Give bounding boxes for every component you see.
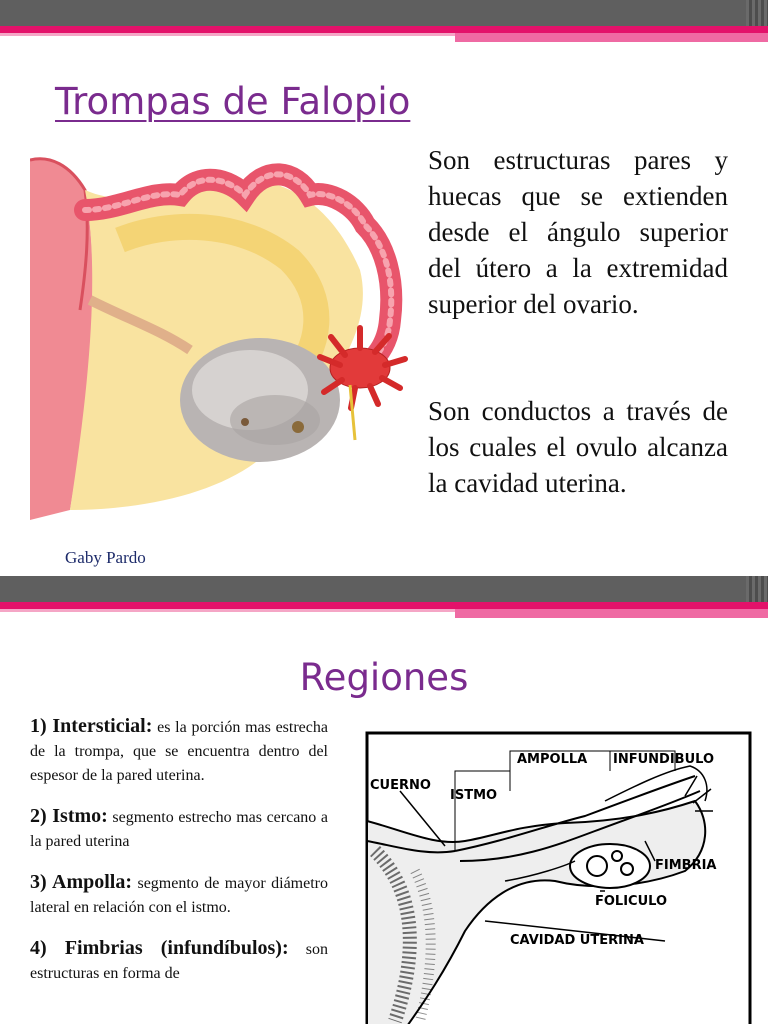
region-label: 1) Intersticial: xyxy=(30,715,153,737)
region-text: segmento de mayor diámetro lateral en relación con el istmo. xyxy=(30,875,328,916)
header-band xyxy=(0,0,768,42)
function-paragraph: Son conductos a través de los cuales el ovulo alcanza la cavidad uterina. xyxy=(428,396,728,498)
list-item xyxy=(30,714,328,788)
list-item xyxy=(30,936,328,986)
header-band xyxy=(0,576,768,618)
region-label: 4) Fimbrias (infundíbulos): xyxy=(30,937,289,959)
label-cuerno: CUERNO xyxy=(370,778,431,793)
region-label: 3) Ampolla: xyxy=(30,871,133,893)
region-label: 2) Istmo: xyxy=(30,805,108,827)
label-fimbria: FIMBRIA xyxy=(655,858,717,873)
list-item xyxy=(30,870,328,920)
fallopian-tube-illustration xyxy=(30,150,410,530)
author-name: Gaby Pardo xyxy=(65,548,146,567)
description-paragraph: Son estructuras pares y huecas que se extienden desde el ángulo superior del útero a la extremidad superior del ovario. xyxy=(428,145,728,319)
slide-2 xyxy=(0,576,768,1024)
slide-title: Trompas de Falopio xyxy=(55,80,411,123)
label-cavidad-uterina: CAVIDAD UTERINA xyxy=(510,933,644,948)
label-ampolla: AMPOLLA xyxy=(517,752,588,767)
label-infundibulo: INFUNDIBULO xyxy=(613,752,714,767)
anatomy-diagram xyxy=(365,731,752,1024)
label-istmo: ISTMO xyxy=(450,788,498,803)
regions-list xyxy=(30,714,328,1002)
list-item xyxy=(30,804,328,854)
region-text: segmento estrecho mas cercano a la pared uterina xyxy=(30,809,329,850)
region-text: son estructuras en forma de xyxy=(30,941,329,982)
label-foliculo: FOLICULO xyxy=(595,894,668,909)
slide-title: Regiones xyxy=(299,656,469,699)
region-text: es la porción mas estrecha de la trompa, que se encuentra dentro del espesor de la pared uterina. xyxy=(30,719,328,784)
